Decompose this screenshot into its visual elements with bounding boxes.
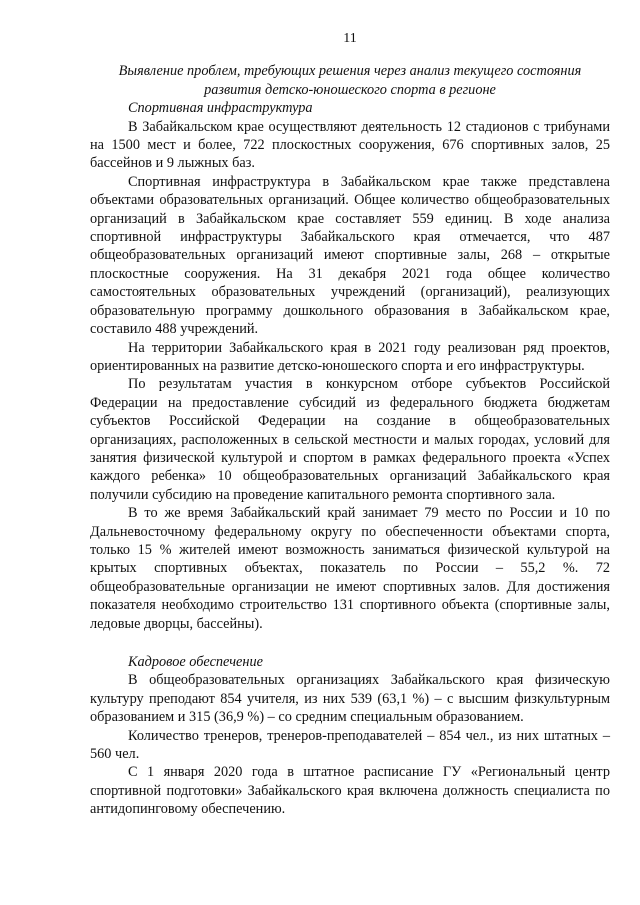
document-page [90,30,610,819]
paragraph: Количество тренеров, тренеров-преподавателей – 854 чел., из них штатных – 560 чел. [90,727,610,763]
paragraph: В общеобразовательных организациях Забайкальского края физическую культуру преподают 854 учителя, из них 539 (63,1 %) – с высшим физкультурным образованием и 315 (36,9 %) – со средним специальным образованием. [90,672,610,726]
paragraph: По результатам участия в конкурсном отборе субъектов Российской Федерации на предоставление субсидий из федерального бюджета бюджетам субъектов Российской Федерации на создание в общеобразовательных организациях, расположенных в сельской местности и малых городах, условий для занятия физической культурой и спортом в рамках федерального проекта «Успех каждого ребенка» 10 общеобразовательных организаций Забайкальского края получили субсидию на проведение капитального ремонта спортивного зала. [90,376,610,503]
paragraph: С 1 января 2020 года в штатное расписание ГУ «Региональный центр спортивной подготовки» Забайкальского края включена должность специалиста по антидопинговому обеспечению. [90,764,610,818]
paragraph: На территории Забайкальского края в 2021 году реализован ряд проектов, ориентированных на развитие детско-юношеского спорта и его инфраструктуры. [90,339,610,374]
paragraph: В Забайкальском крае осуществляют деятельность 12 стадионов с трибунами на 1500 мест и более, 722 плоскостных сооружения, 676 спортивных залов, 25 бассейнов и 9 лыжных баз. [90,118,610,172]
page-number: 11 [343,31,357,46]
section-title-infrastructure: Спортивная инфраструктура [128,100,313,117]
document-heading: Выявление проблем, требующих решения через анализ текущего состояния развития детско-юношеского спорта в регионе [118,63,582,98]
section-spacer [90,633,610,653]
paragraph: В то же время Забайкальский край занимает 79 место по России и 10 по Дальневосточному федеральному округу по обеспеченности объектами спорта, только 15 % жителей имеют возможность заниматься физической культурой на крытых спортивных объектах, показатель по России – 55,2 %. 72 общеобразовательные организации не имеют спортивных залов. Для достижения показателя необходимо строительство 131 спортивного объекта (спортивные залы, ледовые дворцы, бассейны). [90,505,610,632]
section-title-staffing: Кадровое обеспечение [128,654,263,670]
paragraph: Спортивная инфраструктура в Забайкальском крае также представлена объектами образовательных организаций. Общее количество общеобразовательных организаций в Забайкальском крае составляет 559 единиц. В ходе анализа спортивной инфраструктуры Забайкальского края отмечается, что 487 общеобразовательных организаций имеют спортивные залы, 268 – открытые плоскостные сооружения. На 31 декабря 2021 года общее количество самостоятельных образовательных учреждений (организаций), реализующих образовательную программу дошкольного образования в Забайкальском крае, составило 488 учреждений. [90,173,610,338]
